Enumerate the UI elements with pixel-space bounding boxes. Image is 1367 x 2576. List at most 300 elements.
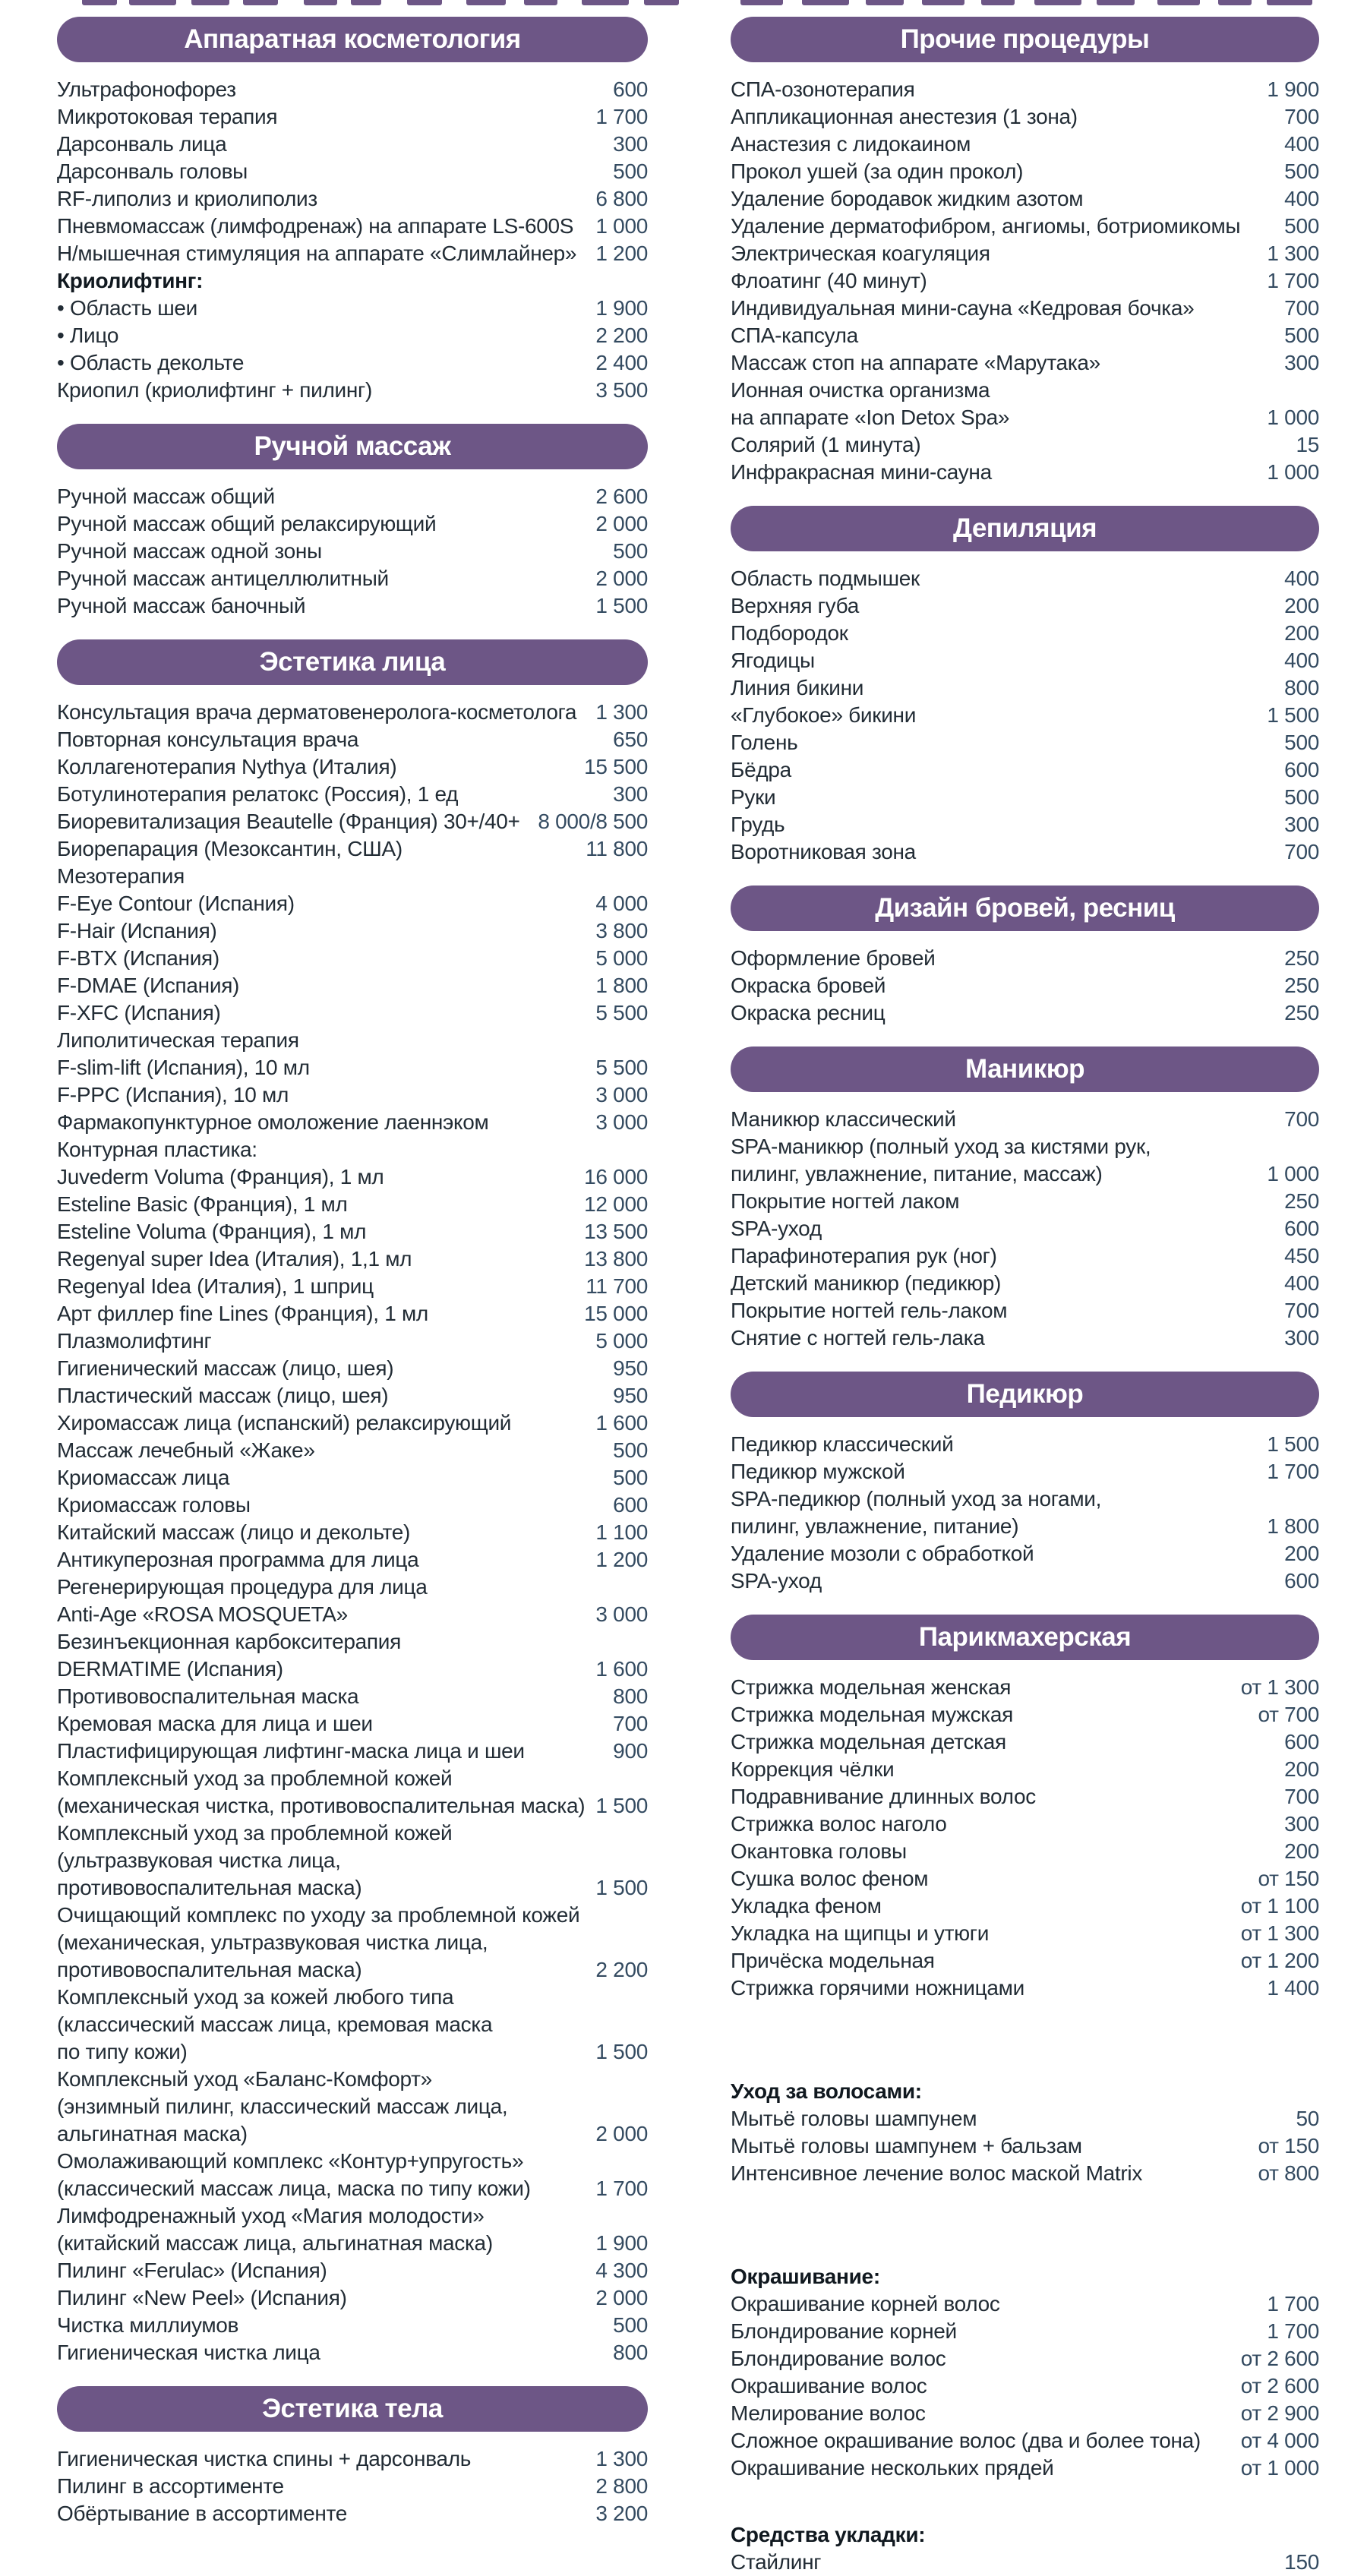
service-name: Омолаживающий комплекс «Контур+упругость»: [57, 2149, 524, 2173]
service-row: [57, 999, 648, 1027]
service-name: Биорепарация (Мезоксантин, США): [57, 837, 403, 860]
service-price: 400: [1284, 567, 1319, 590]
service-row: [57, 1191, 648, 1218]
service-name: Esteline Voluma (Франция), 1 мл: [57, 1220, 367, 1243]
service-row: [57, 1738, 648, 1765]
service-row: [731, 2105, 1319, 2132]
section: [731, 1046, 1319, 1352]
service-name: Обёртывание в ассортименте: [57, 2502, 347, 2525]
service-name: Педикюр классический: [731, 1432, 954, 1456]
service-name: Ультрафонофорез: [57, 77, 236, 101]
service-price: 1 500: [595, 1794, 648, 1817]
service-price: 50: [1296, 2107, 1319, 2130]
service-row: [57, 1656, 648, 1683]
subsection-heading: [731, 2078, 1319, 2105]
service-price: от 700: [1258, 1703, 1319, 1726]
service-name: Арт филлер fine Lines (Франция), 1 мл: [57, 1302, 428, 1325]
service-name: Парафинотерапия рук (ног): [731, 1244, 997, 1267]
service-name: Окрашивание волос: [731, 2374, 927, 2398]
service-row: [57, 267, 648, 295]
service-name: Ионная очистка организма: [731, 378, 990, 402]
service-name: Комплексный уход «Баланс-Комфорт»: [57, 2067, 432, 2091]
service-name: Голень: [731, 731, 798, 754]
service-price: 1 600: [595, 1657, 648, 1681]
service-name: Плазмолифтинг: [57, 1329, 212, 1353]
service-name: F-Eye Contour (Испания): [57, 892, 295, 915]
service-row: [57, 538, 648, 565]
service-price: 1 500: [1267, 703, 1319, 727]
service-price: 1 200: [595, 242, 648, 265]
service-name: Стрижка модельная детская: [731, 1730, 1006, 1754]
service-name: Снятие с ногтей гель-лака: [731, 1326, 985, 1350]
service-name: Верхняя губа: [731, 594, 859, 617]
service-row: [57, 753, 648, 781]
service-price: 1 500: [595, 2040, 648, 2063]
section: [57, 424, 648, 620]
service-row: [731, 2400, 1319, 2427]
service-name: Ягодицы: [731, 649, 815, 672]
service-row: [731, 1485, 1319, 1513]
section-header-banner: [731, 506, 1319, 551]
service-row: [57, 483, 648, 510]
service-price: от 4 000: [1240, 2429, 1319, 2452]
service-name: • Область декольте: [57, 351, 245, 374]
service-name: Интенсивное лечение волос маской Matrix: [731, 2161, 1143, 2185]
service-price: 1 000: [595, 214, 648, 238]
service-price: 4 300: [595, 2259, 648, 2282]
service-price: 12 000: [584, 1192, 648, 1216]
service-row: [57, 2011, 648, 2038]
section-title: Депиляция: [952, 513, 1097, 543]
service-name: SPA-педикюр (полный уход за ногами,: [731, 1487, 1102, 1511]
section-header-banner: [731, 1046, 1319, 1092]
service-name: Anti-Age «ROSA MOSQUETA»: [57, 1602, 348, 1626]
service-row: [731, 1215, 1319, 1242]
service-name: SPA-маникюр (полный уход за кистями рук,: [731, 1135, 1151, 1158]
service-price: 1 300: [595, 700, 648, 724]
service-row: [57, 1273, 648, 1300]
service-row: [731, 1297, 1319, 1324]
service-row: [731, 1701, 1319, 1728]
service-row: [731, 2345, 1319, 2372]
service-row: [731, 1893, 1319, 1920]
service-row: [731, 756, 1319, 784]
service-row: [57, 1929, 648, 1956]
section: [57, 639, 648, 2366]
service-price: 700: [613, 1712, 648, 1735]
service-row: [731, 674, 1319, 702]
section-header-banner: [57, 424, 648, 469]
service-name: Пластический массаж (лицо, шея): [57, 1384, 389, 1407]
service-row: [731, 1160, 1319, 1188]
service-name: Regenyal Idea (Италия), 1 шприц: [57, 1274, 374, 1298]
service-name: Дарсонваль лица: [57, 132, 227, 156]
service-row: [57, 726, 648, 753]
service-price: 250: [1284, 1189, 1319, 1213]
left-column: [57, 0, 648, 2527]
service-price: 200: [1284, 621, 1319, 645]
subsection-title: Средства укладки:: [731, 2523, 926, 2546]
service-price: 1 300: [1267, 242, 1319, 265]
service-name: (механическая, ультразвуковая чистка лица,: [57, 1930, 488, 1954]
service-name: Н/мышечная стимуляция на аппарате «Слимлайнер»: [57, 242, 577, 265]
service-name: Сложное окрашивание волос (два и более тона): [731, 2429, 1201, 2452]
service-name: Окраска ресниц: [731, 1001, 886, 1024]
service-price: 1 900: [595, 2231, 648, 2255]
service-name: Кремовая маска для лица и шеи: [57, 1712, 373, 1735]
service-row: [57, 1109, 648, 1136]
service-name: Оформление бровей: [731, 946, 936, 970]
service-row: [57, 1382, 648, 1410]
service-name: на аппарате «Ion Detox Spa»: [731, 406, 1010, 429]
service-price: 500: [1284, 731, 1319, 754]
service-price: 700: [1284, 1107, 1319, 1131]
service-price: 800: [613, 2341, 648, 2364]
service-name: Комплексный уход за проблемной кожей: [57, 1766, 453, 1790]
service-row: [57, 1874, 648, 1902]
service-name: Массаж стоп на аппарате «Марутака»: [731, 351, 1100, 374]
banner-fragment: [644, 0, 679, 5]
service-row: [57, 1984, 648, 2011]
service-price: 1 000: [1267, 1162, 1319, 1185]
service-price: 600: [613, 77, 648, 101]
service-name: Укладка на щипцы и утюги: [731, 1921, 990, 1945]
service-name: Мытьё головы шампунем + бальзам: [731, 2134, 1082, 2158]
service-name: Линия бикини: [731, 676, 864, 699]
service-row: [731, 76, 1319, 103]
service-row: [57, 1081, 648, 1109]
service-row: [57, 1820, 648, 1847]
service-row: [731, 1106, 1319, 1133]
service-row: [57, 1792, 648, 1820]
service-name: Педикюр мужской: [731, 1460, 905, 1483]
service-name: Стрижка волос наголо: [731, 1812, 947, 1836]
service-name: Покрытие ногтей гель-лаком: [731, 1299, 1008, 1322]
service-name: Пилинг «New Peel» (Испания): [57, 2286, 347, 2309]
service-price: 1 100: [595, 1520, 648, 1544]
section: [731, 1372, 1319, 1595]
service-price: 700: [1284, 105, 1319, 128]
service-name: Солярий (1 минута): [731, 433, 921, 456]
service-price: от 800: [1258, 2161, 1319, 2185]
service-row: [57, 2175, 648, 2202]
service-name: Удаление мозоли с обработкой: [731, 1542, 1034, 1565]
service-row: [731, 240, 1319, 267]
service-row: [731, 729, 1319, 756]
service-row: [731, 295, 1319, 322]
service-price: 2 000: [595, 567, 648, 590]
service-row: [57, 699, 648, 726]
service-row: [731, 838, 1319, 866]
service-name: Антикуперозная программа для лица: [57, 1548, 419, 1571]
service-price: от 1 200: [1240, 1949, 1319, 1972]
subsection-title: Окрашивание:: [731, 2265, 880, 2288]
section-header-banner: [57, 17, 648, 62]
service-row: [731, 784, 1319, 811]
service-price: 2 000: [595, 2286, 648, 2309]
left-column-content: [57, 0, 648, 2527]
service-row: [57, 1355, 648, 1382]
section-title: Дизайн бровей, ресниц: [875, 893, 1175, 923]
service-row: [731, 1270, 1319, 1297]
service-name: пилинг, увлажнение, питание): [731, 1514, 1019, 1538]
service-name: Пневмомассаж (лимфодренаж) на аппарате LS-600S: [57, 214, 574, 238]
service-row: [731, 267, 1319, 295]
service-name: (китайский массаж лица, альгинатная маска): [57, 2231, 493, 2255]
service-name: Электрическая коагуляция: [731, 242, 990, 265]
service-price: 500: [613, 1466, 648, 1489]
service-row: [731, 1567, 1319, 1595]
service-price: от 1 300: [1240, 1921, 1319, 1945]
service-name: Регенерирующая процедура для лица: [57, 1575, 428, 1599]
service-name: Криопил (криолифтинг + пилинг): [57, 378, 372, 402]
service-row: [57, 185, 648, 213]
service-row: [57, 1902, 648, 1929]
service-row: [57, 808, 648, 835]
section: [731, 17, 1319, 486]
service-price: 1 500: [1267, 1432, 1319, 1456]
service-row: [731, 1324, 1319, 1352]
service-name: противовоспалительная маска): [57, 1958, 362, 1981]
service-row: [57, 2257, 648, 2284]
service-row: [57, 1546, 648, 1574]
service-row: [57, 565, 648, 592]
service-name: Juvederm Voluma (Франция), 1 мл: [57, 1165, 384, 1189]
section-header-banner: [57, 639, 648, 685]
service-name: (ультразвуковая чистка лица,: [57, 1848, 341, 1872]
service-price: 4 000: [595, 892, 648, 915]
service-price: 1 600: [595, 1411, 648, 1435]
service-name: Маникюр классический: [731, 1107, 956, 1131]
service-price: 2 200: [595, 1958, 648, 1981]
section-title: Эстетика лица: [259, 647, 446, 677]
service-price: 1 700: [1267, 2319, 1319, 2343]
service-name: Покрытие ногтей лаком: [731, 1189, 960, 1213]
service-name: Стайлинг: [731, 2550, 822, 2574]
service-row: [731, 1513, 1319, 1540]
service-name: F-BTX (Испания): [57, 946, 219, 970]
service-name: F-XFC (Испания): [57, 1001, 221, 1024]
service-row: [731, 1242, 1319, 1270]
service-row: [57, 510, 648, 538]
service-name: Мытьё головы шампунем: [731, 2107, 977, 2130]
service-price: 500: [613, 2313, 648, 2337]
service-name: Детский маникюр (педикюр): [731, 1271, 1002, 1295]
service-price: 2 000: [595, 2122, 648, 2145]
service-row: [731, 972, 1319, 999]
service-name: Окантовка головы: [731, 1839, 907, 1863]
service-name: пилинг, увлажнение, питание, массаж): [731, 1162, 1103, 1185]
service-price: 600: [613, 1493, 648, 1517]
service-price: 600: [1284, 1730, 1319, 1754]
section: [731, 1615, 1319, 2576]
service-row: [57, 158, 648, 185]
service-row: [731, 2549, 1319, 2576]
section-title: Эстетика тела: [262, 2394, 443, 2423]
service-row: [731, 431, 1319, 459]
service-row: [731, 945, 1319, 972]
service-price: 500: [1284, 785, 1319, 809]
service-price: 400: [1284, 132, 1319, 156]
service-name: Хиромассаж лица (испанский) релаксирующий: [57, 1411, 512, 1435]
section-title: Маникюр: [965, 1054, 1084, 1084]
service-price: 5 000: [595, 946, 648, 970]
service-price: 400: [1284, 649, 1319, 672]
subsection-title: Уход за волосами:: [731, 2079, 922, 2103]
service-name: Консультация врача дерматовенеролога-косметолога: [57, 700, 577, 724]
service-row: [57, 592, 648, 620]
service-name: Удаление бородавок жидким азотом: [731, 187, 1084, 210]
service-row: [57, 349, 648, 377]
service-price: 3 000: [595, 1110, 648, 1134]
service-price: 250: [1284, 1001, 1319, 1024]
service-name: Криомассаж головы: [57, 1493, 251, 1517]
service-row: [57, 2038, 648, 2066]
service-price: 650: [613, 728, 648, 751]
service-name: Ботулинотерапия релатокс (Россия), 1 ед: [57, 782, 459, 806]
service-row: [57, 890, 648, 917]
service-row: [57, 76, 648, 103]
service-row: [57, 131, 648, 158]
service-name: (механическая чистка, противовоспалительная маска): [57, 1794, 586, 1817]
service-row: [731, 702, 1319, 729]
service-row: [57, 2445, 648, 2473]
service-row: [57, 2093, 648, 2120]
service-name: Чистка миллиумов: [57, 2313, 239, 2337]
service-name: Пилинг в ассортименте: [57, 2474, 284, 2498]
service-name: Грудь: [731, 813, 785, 836]
section-title: Прочие процедуры: [900, 24, 1150, 54]
service-price: 500: [1284, 214, 1319, 238]
service-price: 3 800: [595, 919, 648, 942]
service-row: [731, 185, 1319, 213]
service-price: 700: [1284, 840, 1319, 863]
service-price: 400: [1284, 1271, 1319, 1295]
section-header-banner: [731, 17, 1319, 62]
service-row: [57, 240, 648, 267]
service-name: Область подмышек: [731, 567, 920, 590]
service-price: 1 800: [595, 974, 648, 997]
service-row: [57, 213, 648, 240]
service-price: 1 400: [1267, 1976, 1319, 2000]
service-price: от 1 100: [1240, 1894, 1319, 1918]
service-row: [731, 1728, 1319, 1756]
service-name: Стрижка горячими ножницами: [731, 1976, 1024, 2000]
service-price: 2 000: [595, 512, 648, 535]
service-name: по типу кожи): [57, 2040, 188, 2063]
service-price: 700: [1284, 1299, 1319, 1322]
service-price: 1 500: [595, 594, 648, 617]
service-name: Regenyal super Idea (Италия), 1,1 мл: [57, 1247, 412, 1271]
service-name: «Глубокое» бикини: [731, 703, 917, 727]
service-row: [57, 1027, 648, 1054]
service-name: (классический массаж лица, кремовая маска: [57, 2012, 493, 2036]
right-column-content: [731, 0, 1319, 2576]
service-name: Лимфодренажный уход «Магия молодости»: [57, 2204, 485, 2227]
service-name: Блондирование корней: [731, 2319, 957, 2343]
service-price: 300: [613, 132, 648, 156]
service-price: 600: [1284, 1569, 1319, 1593]
service-name: Инфракрасная мини-сауна: [731, 460, 992, 484]
service-price: 1 700: [595, 105, 648, 128]
service-price: 1 700: [1267, 2292, 1319, 2316]
service-row: [731, 1838, 1319, 1865]
service-row: [731, 1540, 1319, 1567]
service-row: [731, 459, 1319, 486]
service-row: [731, 811, 1319, 838]
service-price: 600: [1284, 1217, 1319, 1240]
service-price: 2 600: [595, 485, 648, 508]
service-row: [57, 1327, 648, 1355]
service-price: от 150: [1258, 1867, 1319, 1890]
subsection-heading: [731, 2263, 1319, 2290]
service-name: Микротоковая терапия: [57, 105, 278, 128]
service-row: [731, 1810, 1319, 1838]
service-row: [731, 2372, 1319, 2400]
section-title: Ручной массаж: [254, 431, 451, 461]
section: [57, 17, 648, 404]
service-name: F-DMAE (Испания): [57, 974, 240, 997]
service-name: SPA-уход: [731, 1569, 822, 1593]
service-name: Подбородок: [731, 621, 848, 645]
service-row: [57, 835, 648, 863]
service-price: 250: [1284, 974, 1319, 997]
service-price: 600: [1284, 758, 1319, 781]
section-header-banner: [731, 1615, 1319, 1660]
service-name: Криомассаж лица: [57, 1466, 230, 1489]
service-row: [731, 647, 1319, 674]
service-name: Биоревитализация Beautelle (Франция) 30+/40+: [57, 810, 520, 833]
service-row: [731, 1756, 1319, 1783]
service-name: Гигиеническая чистка лица: [57, 2341, 320, 2364]
service-name: Мелирование волос: [731, 2401, 926, 2425]
service-price: 3 500: [595, 378, 648, 402]
service-price: 500: [1284, 159, 1319, 183]
service-row: [57, 1245, 648, 1273]
service-name: Удаление дерматофибром, ангиомы, ботриомикомы: [731, 214, 1241, 238]
service-price: 300: [1284, 1812, 1319, 1836]
service-price: 15 500: [584, 755, 648, 778]
service-row: [731, 2454, 1319, 2482]
service-name: • Область шеи: [57, 296, 198, 320]
service-row: [731, 2427, 1319, 2454]
service-name: Бёдра: [731, 758, 791, 781]
service-name: Стрижка модельная мужская: [731, 1703, 1014, 1726]
service-name: Ручной массаж общий релаксирующий: [57, 512, 437, 535]
service-price: 5 500: [595, 1001, 648, 1024]
service-name: RF-липолиз и криолиполиз: [57, 187, 317, 210]
service-name: Воротниковая зона: [731, 840, 916, 863]
service-row: [57, 972, 648, 999]
service-row: [731, 2160, 1319, 2187]
service-row: [57, 2120, 648, 2148]
service-row: [57, 1218, 648, 1245]
service-price: 8 000/8 500: [538, 810, 648, 833]
service-name: Причёска модельная: [731, 1949, 935, 1972]
service-price: 16 000: [584, 1165, 648, 1189]
service-row: [731, 2132, 1319, 2160]
service-price: 300: [613, 782, 648, 806]
service-price: 500: [613, 539, 648, 563]
subsection-heading: [731, 2521, 1319, 2549]
service-row: [57, 1437, 648, 1464]
service-row: [57, 2339, 648, 2366]
service-price: 500: [613, 1438, 648, 1462]
service-name: противовоспалительная маска): [57, 1876, 362, 1899]
service-name: Повторная консультация врача: [57, 728, 359, 751]
service-row: [57, 2230, 648, 2257]
service-name: СПА-капсула: [731, 324, 858, 347]
